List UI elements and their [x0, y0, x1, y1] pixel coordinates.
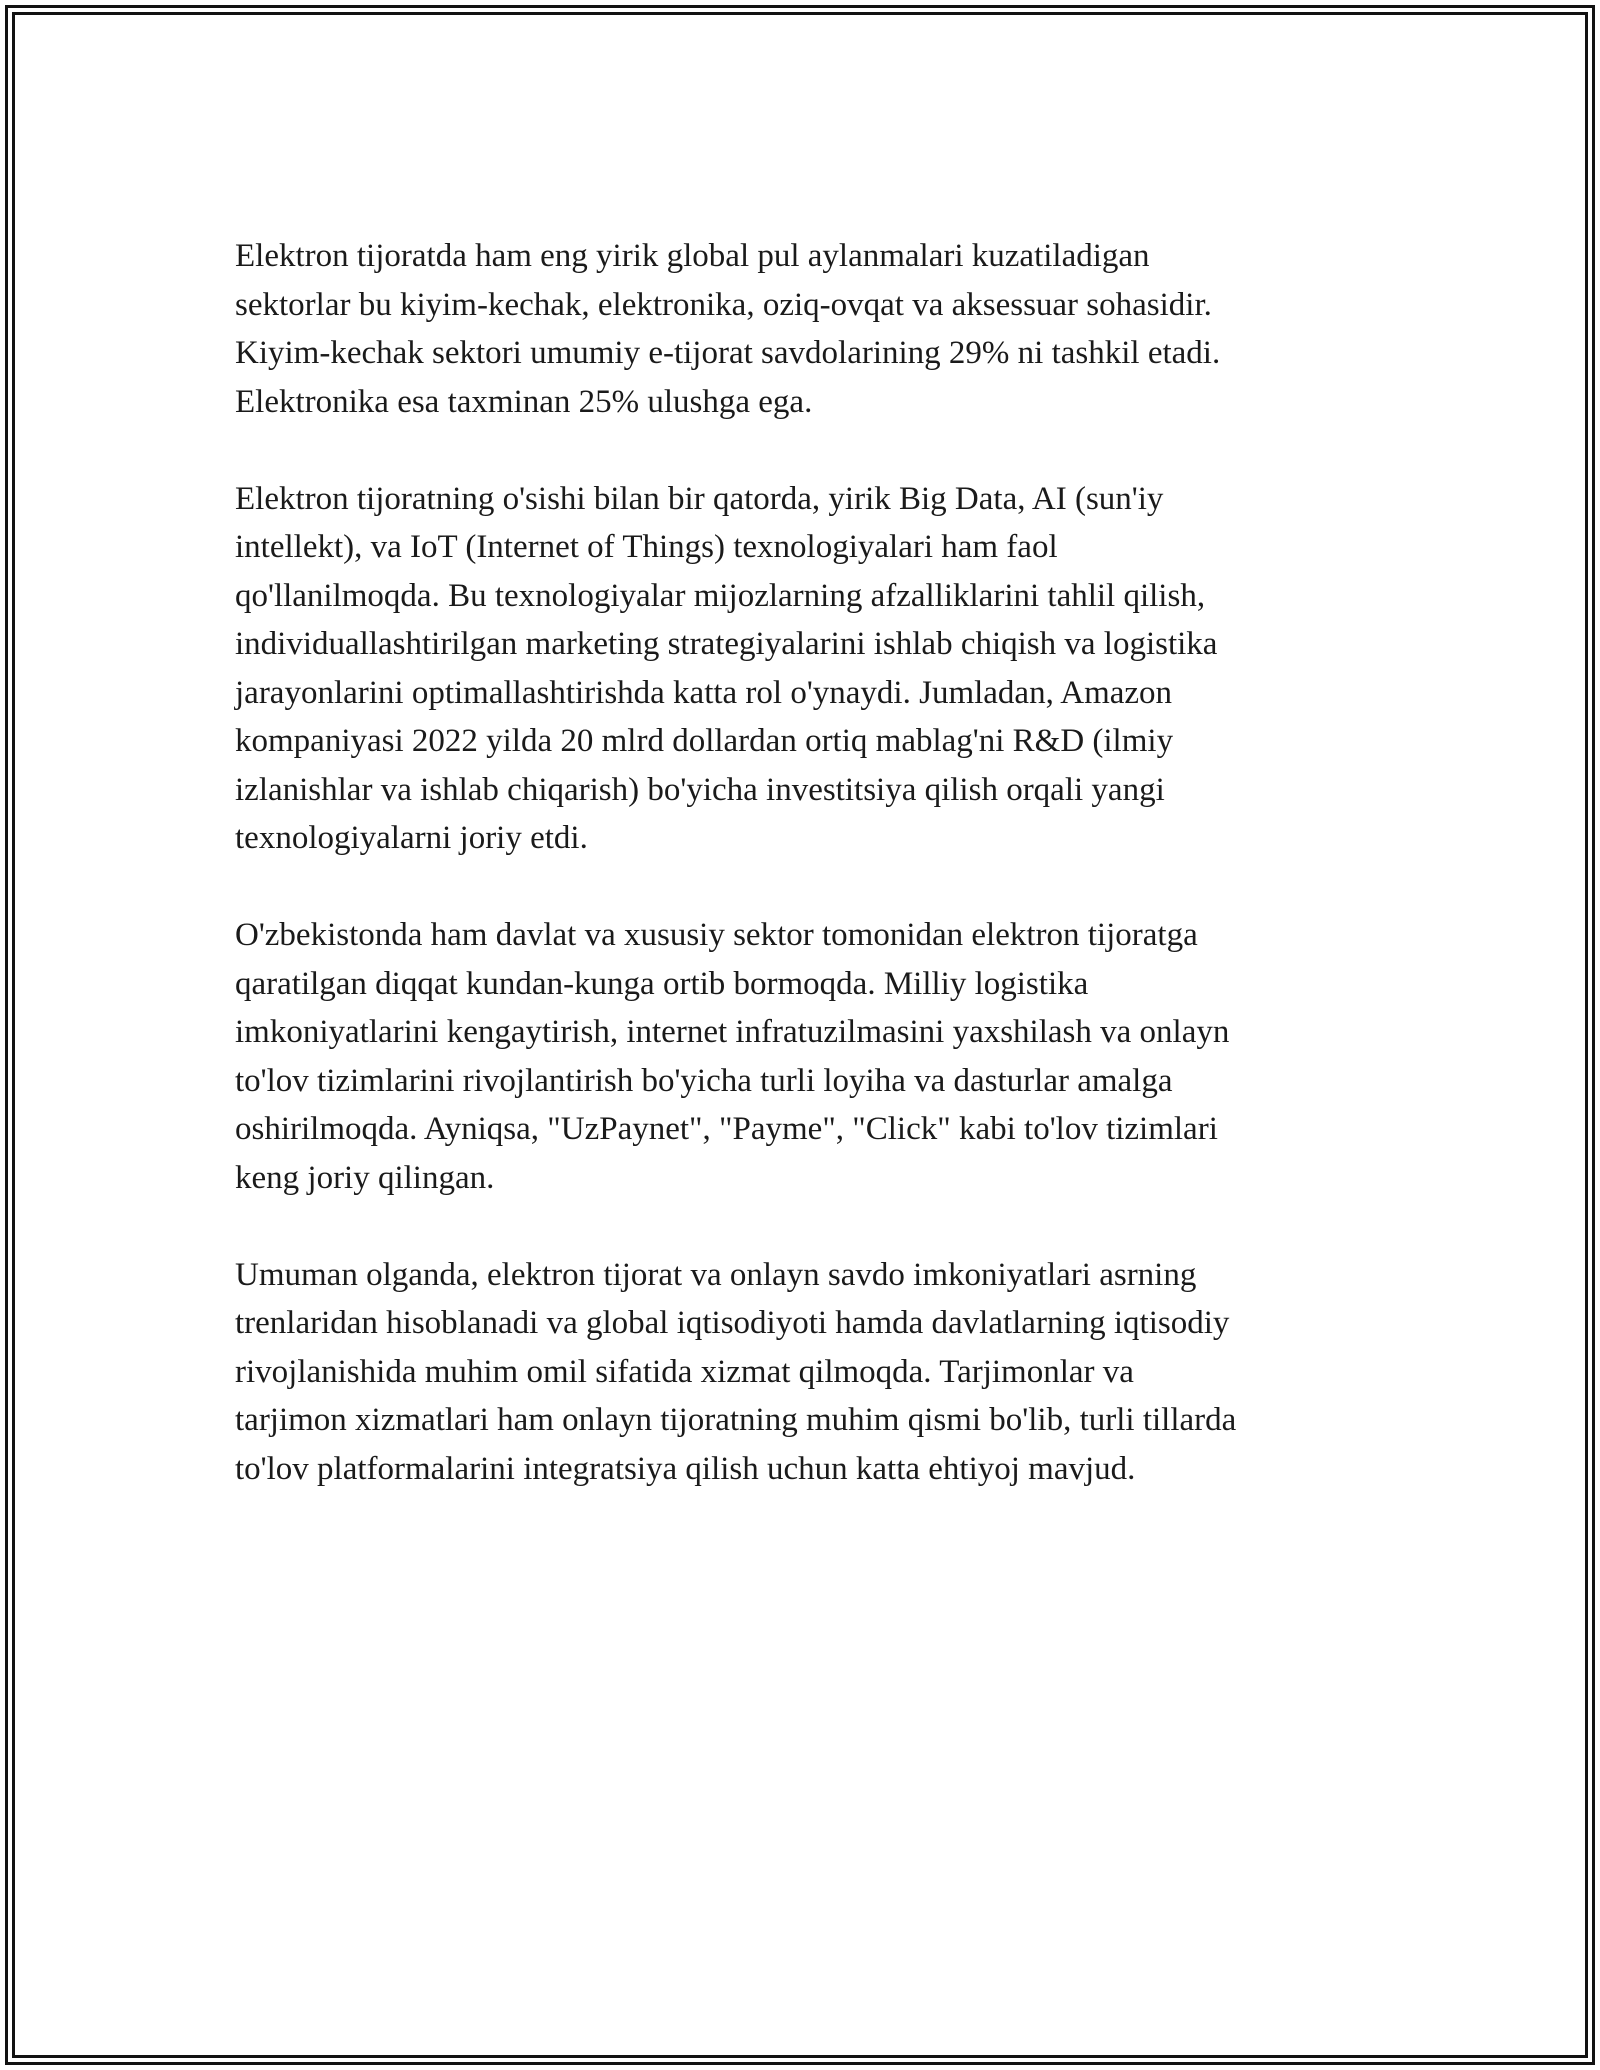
text-line: texnologiyalarni joriy etdi.	[235, 820, 588, 856]
text-line: jarayonlarini optimallashtirishda katta rol o'ynaydi. Jumladan, Amazon	[235, 674, 1173, 711]
text-line: tarjimon xizmatlari ham onlayn tijoratning muhim qismi bo'lib, turli tillarda	[235, 1402, 1237, 1438]
text-line: trenlaridan hisoblanadi va global iqtisodiyoti hamda davlatlarning iqtisodiy	[235, 1305, 1230, 1341]
text-line: Umuman olganda, elektron tijorat va onlayn savdo imkoniyatlari asrning	[235, 1256, 1197, 1293]
text-line: to'lov platformalarini integratsiya qilish uchun katta ehtiyoj mavjud.	[235, 1450, 1136, 1487]
text-line: keng joriy qilingan.	[235, 1159, 495, 1196]
text-line: Elektron tijoratda ham eng yirik global pul aylanmalari kuzatiladigan	[235, 238, 1150, 274]
text-line: individuallashtirilgan marketing strategiyalarini ishlab chiqish va logistika	[235, 626, 1218, 662]
text-line: oshirilmoqda. Ayniqsa, "UzPaynet", "Payme", "Click" kabi to'lov tizimlari	[235, 1111, 1218, 1147]
paragraph-ecommerce-sectors	[235, 232, 1375, 426]
text-line: qo'llanilmoqda. Bu texnologiyalar mijozlarning afzalliklarini tahlil qilish,	[235, 577, 1206, 614]
text-line: Kiyim-kechak sektori umumiy e-tijorat savdolarining 29% ni tashkil etadi.	[235, 335, 1221, 371]
text-line: kompaniyasi 2022 yilda 20 mlrd dollardan ortiq mablag'ni R&D (ilmiy	[235, 723, 1174, 759]
text-line: imkoniyatlarini kengaytirish, internet infratuzilmasini yaxshilash va onlayn	[235, 1014, 1230, 1050]
text-line: sektorlar bu kiyim-kechak, elektronika, oziq-ovqat va aksessuar sohasidir.	[235, 286, 1212, 323]
text-line: Elektron tijoratning o'sishi bilan bir qatorda, yirik Big Data, AI (sun'iy	[235, 480, 1164, 517]
text-line: O'zbekistonda ham davlat va xususiy sektor tomonidan elektron tijoratga	[235, 917, 1198, 953]
text-line: to'lov tizimlarini rivojlantirish bo'yicha turli loyiha va dasturlar amalga	[235, 1062, 1173, 1099]
text-line: izlanishlar va ishlab chiqarish) bo'yicha investitsiya qilish orqali yangi	[235, 771, 1165, 808]
paragraph-technologies	[235, 475, 1375, 863]
paragraph-uzbekistan	[235, 911, 1375, 1202]
paragraph-conclusion	[235, 1251, 1375, 1494]
text-line: intellekt), va IoT (Internet of Things) texnologiyalari ham faol	[235, 529, 1058, 565]
text-line: qaratilgan diqqat kundan-kunga ortib bormoqda. Milliy logistika	[235, 965, 1089, 1002]
text-line: Elektronika esa taxminan 25% ulushga ega.	[235, 383, 813, 420]
text-line: rivojlanishida muhim omil sifatida xizmat qilmoqda. Tarjimonlar va	[235, 1353, 1134, 1390]
document-body	[235, 232, 1375, 1542]
